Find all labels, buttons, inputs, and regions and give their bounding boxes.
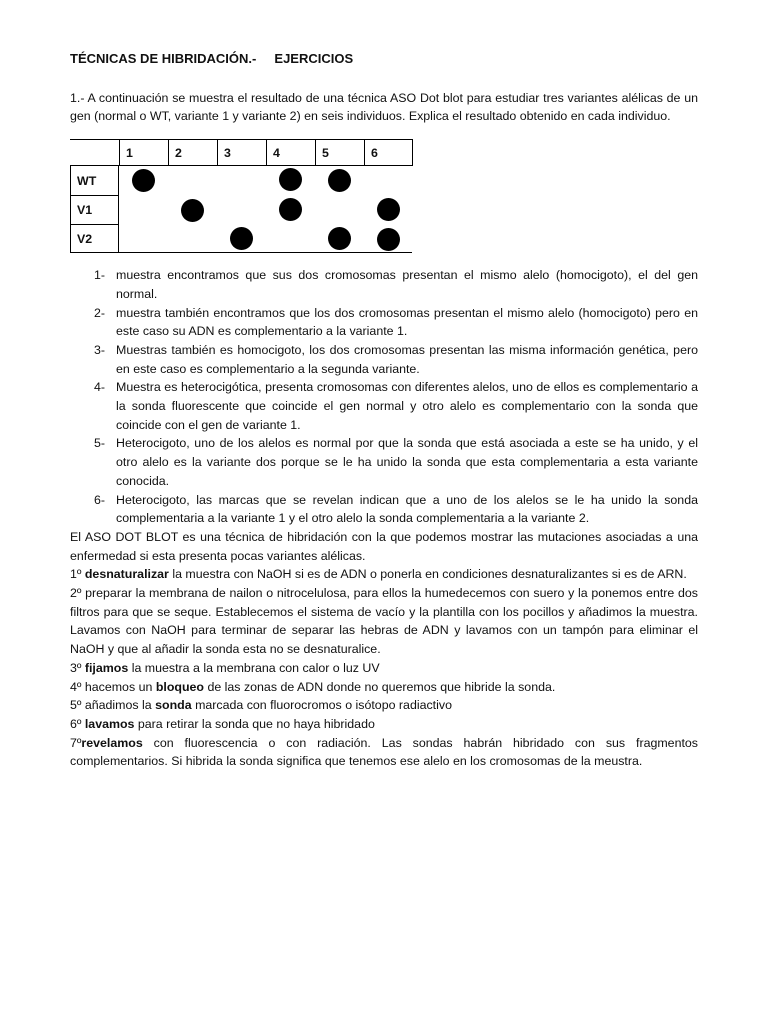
blot-column-label: 5	[322, 146, 329, 161]
protocol-step	[70, 696, 698, 715]
protocol-step	[70, 734, 698, 771]
blot-column-label: 2	[175, 146, 182, 161]
step-text: la muestra con NaOH si es de ADN o ponerla en condiciones desnaturalizantes si es de ARN.	[168, 567, 687, 582]
protocol-steps	[70, 565, 698, 771]
blot-column-divider	[364, 139, 365, 166]
hybridization-dot	[279, 198, 302, 221]
step-text: la muestra a la membrana con calor o luz UV	[128, 660, 380, 675]
step-text: marcada con fluorocromos o isótopo radiactivo	[191, 698, 452, 713]
dot-blot-table	[70, 139, 412, 253]
hybridization-dot	[181, 199, 204, 222]
step-keyword: revelamos	[81, 735, 143, 750]
blot-column-divider	[266, 139, 267, 166]
hybridization-dot	[377, 198, 400, 221]
result-number: 4-	[94, 380, 106, 395]
result-text: Muestra es heterocigótica, presenta cromosomas con diferentes alelos, uno de ellos es complementario a la sonda fluorescente que coincide el gen normal y otro alelo es complementario con la sonda que coincide con el gen de variante 1.	[116, 380, 698, 432]
result-text: muestra encontramos que sus dos cromosomas presentan el mismo alelo (homocigoto), el del gen normal.	[116, 268, 698, 301]
result-item	[70, 434, 698, 490]
protocol-step	[70, 584, 698, 659]
blot-row-divider	[70, 195, 119, 196]
blot-row-label: V2	[77, 232, 93, 247]
blot-column-label: 1	[126, 146, 133, 161]
hybridization-dot	[132, 169, 155, 192]
result-number: 2-	[94, 305, 106, 320]
hybridization-dot	[279, 168, 302, 191]
result-item	[70, 304, 698, 341]
protocol-step	[70, 659, 698, 678]
hybridization-dot	[230, 227, 253, 250]
step-keyword: desnaturalizar	[84, 567, 169, 582]
result-item	[70, 341, 698, 378]
exercise-intro: 1.- A continuación se muestra el resultado de una técnica ASO Dot blot para estudiar tres variantes alélicas de un gen (normal o WT, variante 1 y variante 2) en seis individuos. Explica el resultado obtenido en cada individuo.	[70, 90, 698, 124]
step-text: 6º	[70, 716, 85, 731]
blot-column-divider	[217, 139, 218, 166]
result-number: 5-	[94, 436, 106, 451]
step-text: con fluorescencia o con radiación. Las sondas habrán hibridado con sus fragmentos complementarios. Si hibrida la sonda significa que tenemos ese alelo en los cromosomas de la meustra.	[70, 735, 698, 769]
page-title: TÉCNICAS DE HIBRIDACIÓN.- EJERCICIOS	[70, 51, 354, 66]
step-keyword: lavamos	[84, 716, 135, 731]
blot-column-divider	[168, 139, 169, 166]
blot-header-row	[70, 139, 412, 166]
blot-row-label: WT	[77, 174, 97, 189]
blot-row-divider	[70, 224, 119, 225]
result-number: 1-	[94, 268, 106, 283]
result-item	[70, 491, 698, 528]
step-keyword: bloqueo	[155, 679, 204, 694]
blot-column-divider	[412, 139, 413, 166]
result-text: Heterocigoto, uno de los alelos es normal por que la sonda que está asociada a este se ha unido, y el otro alelo es la variante dos porque se le ha unido la sonda que esta complementaria a esta variante conocida.	[116, 436, 698, 488]
document-content	[70, 50, 698, 771]
blot-column-label: 3	[224, 146, 231, 161]
result-number: 6-	[94, 492, 106, 507]
blot-column-label: 4	[273, 146, 280, 161]
result-item	[70, 266, 698, 303]
result-item	[70, 378, 698, 434]
step-keyword: sonda	[155, 698, 192, 713]
blot-column-divider	[119, 139, 120, 166]
protocol-step	[70, 715, 698, 734]
step-text: 1º	[70, 567, 85, 582]
result-text: Muestras también es homocigoto, los dos cromosomas presentan las misma información genética, pero en este caso es complementario a la segunda variante.	[116, 342, 698, 376]
protocol-step	[70, 565, 698, 584]
result-text: muestra también encontramos que los dos cromosomas presentan el mismo alelo (homocigoto) pero en este caso su ADN es complementario a la variante 1.	[116, 305, 698, 339]
step-text: 3º	[70, 660, 85, 675]
hybridization-dot	[377, 228, 400, 251]
step-text: 2º preparar la membrana de nailon o nitrocelulosa, para ellos la humedecemos con suero y la ponemos entre dos filtros para que se seque. Establecemos el sistema de vacío y la plantilla con los pocillos y añadimos la muestra. Lavamos con NaOH para terminar de separar las hebras de ADN y lavamos con un tampón para eliminar el NaOH y que al añadir la sonda esta no se desnaturalice.	[70, 586, 698, 657]
results-list	[70, 266, 698, 528]
aso-description: El ASO DOT BLOT es una técnica de hibridación con la que podemos mostrar las mutaciones asociadas a una enfermedad si esta presenta pocas variantes alélicas.	[70, 529, 698, 563]
hybridization-dot	[328, 169, 351, 192]
blot-column-label: 6	[371, 146, 378, 161]
step-keyword: fijamos	[84, 660, 129, 675]
step-text: 4º hacemos un	[70, 679, 156, 694]
step-text: 7º	[70, 735, 82, 750]
result-text: Heterocigoto, las marcas que se revelan indican que a uno de los alelos se le ha unido la sonda complementaria a la variante 1 y el otro alelo la sonda complementaria a la variante 2.	[116, 492, 698, 526]
hybridization-dot	[328, 227, 351, 250]
blot-row-label: V1	[77, 203, 93, 218]
blot-column-divider	[315, 139, 316, 166]
protocol-step	[70, 678, 698, 697]
step-text: de las zonas de ADN donde no queremos que hibride la sonda.	[204, 679, 556, 694]
step-text: para retirar la sonda que no haya hibridado	[134, 716, 375, 731]
result-number: 3-	[94, 342, 106, 357]
blot-bottom-line	[119, 252, 412, 253]
step-text: 5º añadimos la	[70, 698, 156, 713]
